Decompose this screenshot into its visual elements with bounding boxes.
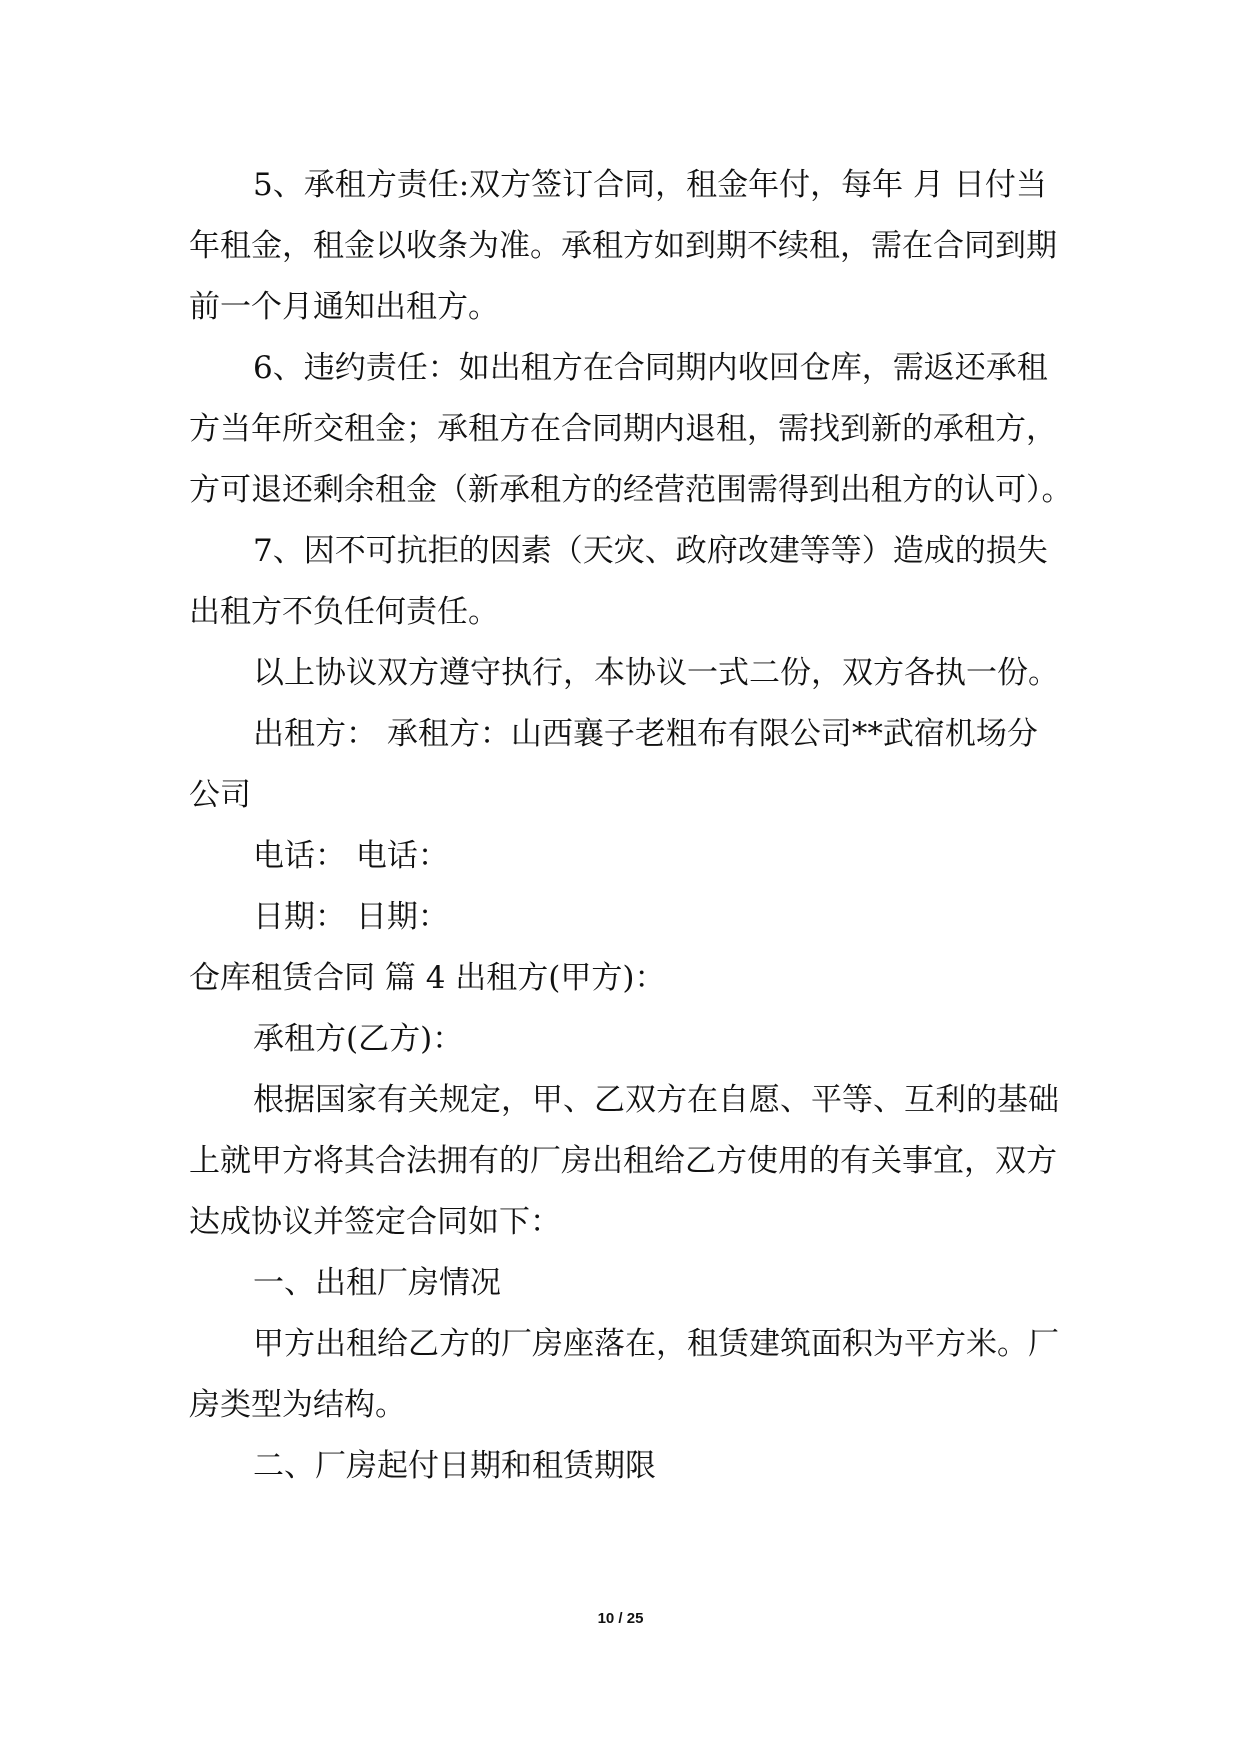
text-line-22: 二、厂房起付日期和租赁期限 xyxy=(253,1448,656,1484)
text-line-18: 达成协议并签定合同如下： xyxy=(189,1204,561,1240)
text-line-7: 7、因不可抗拒的因素（天灾、政府改建等等）造成的损失 xyxy=(253,533,1048,569)
text-line-1: 5、承租方责任:双方签订合同，租金年付，每年 月 日付当 xyxy=(253,167,1047,203)
text-line-3: 前一个月通知出租方。 xyxy=(189,289,499,325)
text-line-19: 一、出租厂房情况 xyxy=(253,1265,501,1301)
text-line-11: 公司 xyxy=(189,777,251,813)
text-line-20: 甲方出租给乙方的厂房座落在，租赁建筑面积为平方米。厂 xyxy=(253,1326,1059,1362)
text-line-9: 以上协议双方遵守执行，本协议一式二份，双方各执一份。 xyxy=(253,655,1059,691)
text-line-6: 方可退还剩余租金（新承租方的经营范围需得到出租方的认可）。 xyxy=(189,472,1073,508)
text-line-21: 房类型为结构。 xyxy=(189,1387,406,1423)
text-line-2: 年租金，租金以收条为准。承租方如到期不续租，需在合同到期 xyxy=(189,228,1057,264)
page-number: 10 / 25 xyxy=(597,1610,644,1627)
text-line-17: 上就甲方将其合法拥有的厂房出租给乙方使用的有关事宜，双方 xyxy=(189,1143,1057,1179)
text-line-12: 电话： 电话： xyxy=(253,838,449,874)
text-line-4: 6、违约责任：如出租方在合同期内收回仓库，需返还承租 xyxy=(253,350,1048,386)
text-line-8: 出租方不负任何责任。 xyxy=(189,594,499,630)
text-line-14: 仓库租赁合同 篇 4 出租方(甲方)： xyxy=(189,960,666,996)
text-line-13: 日期： 日期： xyxy=(253,899,449,935)
text-line-10: 出租方： 承租方：山西襄子老粗布有限公司**武宿机场分 xyxy=(253,716,1038,752)
text-line-5: 方当年所交租金；承租方在合同期内退租，需找到新的承租方， xyxy=(189,411,1057,447)
text-line-16: 根据国家有关规定，甲、乙双方在自愿、平等、互利的基础 xyxy=(253,1082,1059,1118)
text-line-15: 承租方(乙方)： xyxy=(253,1021,464,1057)
